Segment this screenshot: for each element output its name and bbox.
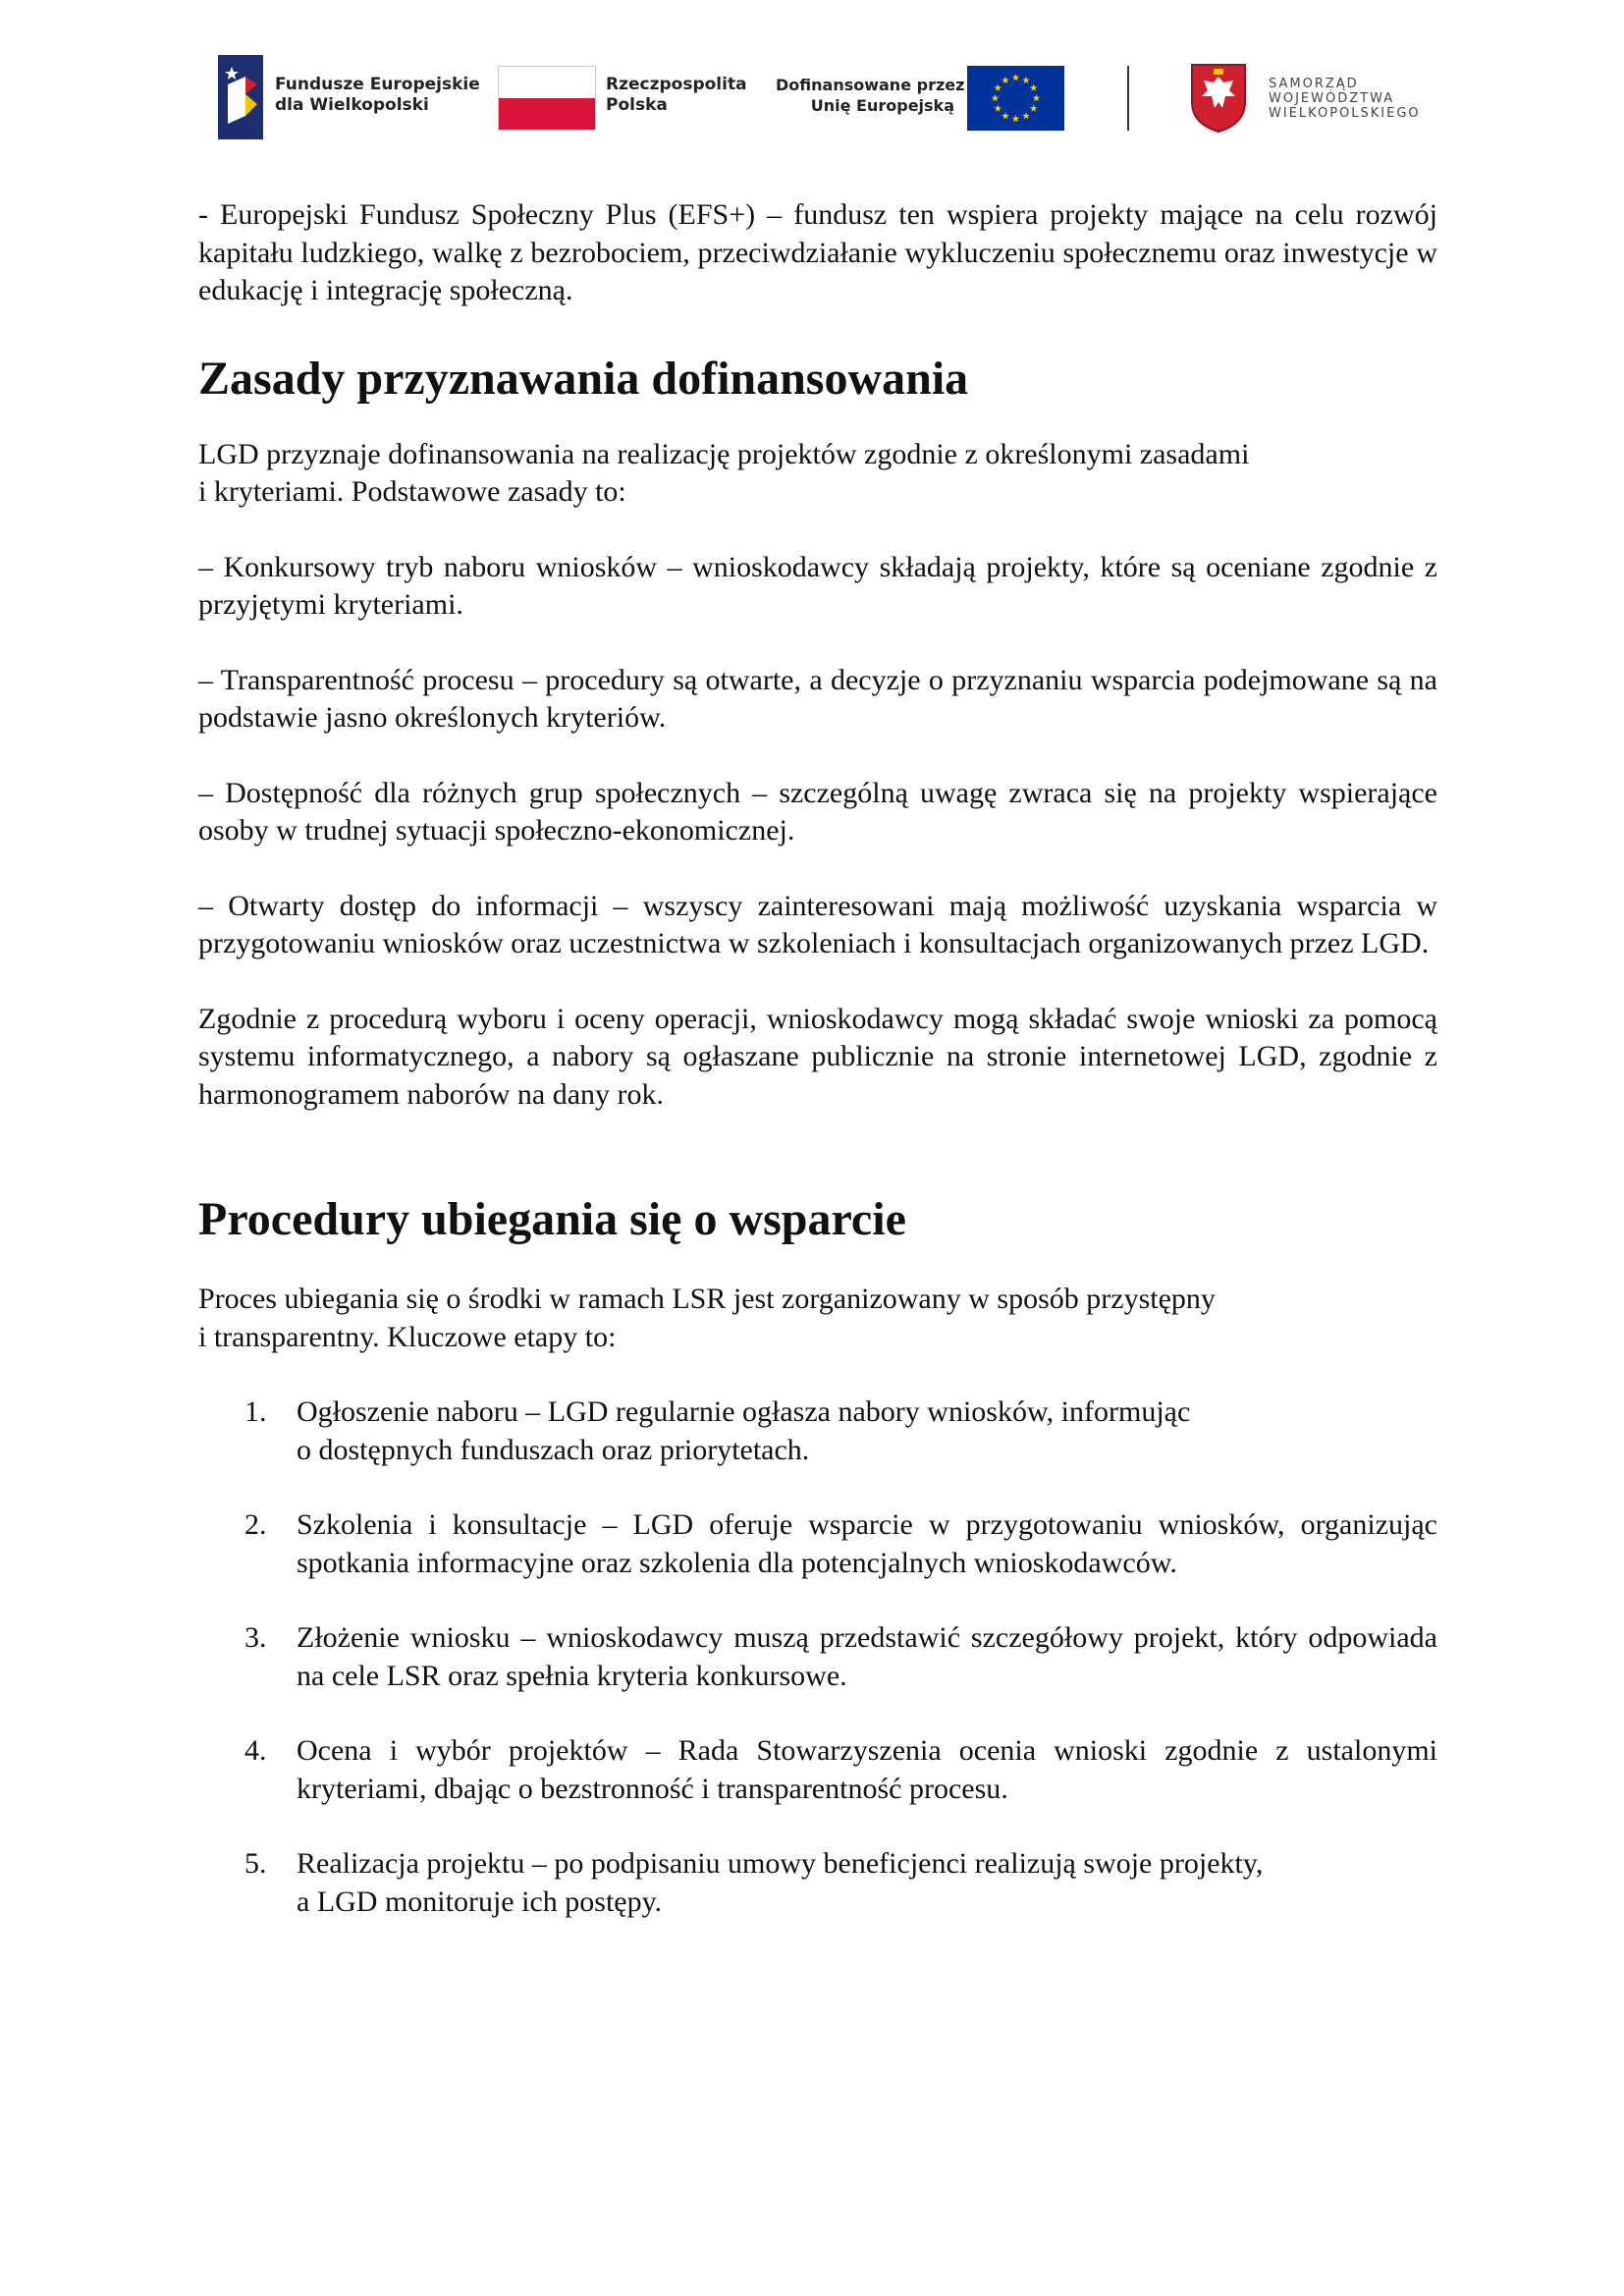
section2-lead-line: i transparentny. Kluczowe etapy to:: [198, 1320, 617, 1353]
list-item: [198, 1732, 1437, 1808]
rzeczpospolita-logo-text: [606, 75, 747, 116]
fe-logo-line: Fundusze Europejskie: [275, 75, 480, 94]
logo-strip: [0, 0, 1624, 147]
section1-lead: [198, 436, 1437, 512]
list-item-line: a LGD monitoruje ich postępy.: [297, 1885, 663, 1918]
fundusze-europejskie-logo-text: [275, 75, 480, 116]
rp-logo-line: Rzeczpospolita: [606, 75, 747, 94]
samorzad-logo-text: [1269, 77, 1421, 121]
list-item-number: 4.: [244, 1734, 267, 1767]
list-item-number: 3.: [244, 1621, 267, 1654]
section-heading-procedury: Procedury ubiegania się o wsparcie: [198, 1193, 906, 1245]
fe-logo-line: dla Wielkopolski: [275, 95, 429, 115]
intro-paragraph: - Europejski Fundusz Społeczny Plus (EFS+) – fundusz ten wspiera projekty mające na celu rozwój kapitału ludzkiego, walkę z bezrobociem, przeciwdziałanie wykluczeniu społecznemu oraz inwestycje w edukację i integrację społeczną.: [198, 198, 1437, 306]
fundusze-europejskie-logo-icon: [218, 55, 263, 139]
samorzad-logo-line: WOJEWÓDZTWA: [1269, 91, 1395, 106]
closing-paragraph: Zgodnie z procedurą wyboru i oceny operacji, wnioskodawcy mogą składać swoje wnioski za pomocą systemu informatycznego, a nabory są ogłaszane publicznie na stronie internetowej LGD, zgodnie z harmonogramem naborów na dany rok.: [198, 1002, 1437, 1111]
eu-logo-line: Dofinansowane przez: [776, 76, 965, 94]
section1-lead-line: LGD przyznaje dofinansowania na realizację projektów zgodnie z określonymi zasadami: [198, 437, 1250, 470]
list-item: [198, 1619, 1437, 1695]
list-item-text: Ocena i wybór projektów – Rada Stowarzyszenia ocenia wnioski zgodnie z ustalonymi kryteriami, dbając o bezstronność i transparentność procesu.: [297, 1734, 1437, 1805]
document-body: [198, 196, 1437, 1921]
list-item-line: Realizacja projektu – po podpisaniu umowy beneficjenci realizują swoje projekty,: [297, 1847, 1264, 1880]
list-item-text: Złożenie wniosku – wnioskodawcy muszą przedstawić szczegółowy projekt, który odpowiada na cele LSR oraz spełnia kryteria konkursowe.: [297, 1621, 1437, 1692]
list-item: [198, 1845, 1437, 1921]
list-item: [198, 1394, 1437, 1469]
section2-lead: [198, 1281, 1437, 1356]
section1-lead-line: i kryteriami. Podstawowe zasady to:: [198, 475, 626, 508]
section2-lead-line: Proces ubiegania się o środki w ramach LSR jest zorganizowany w sposób przystępny: [198, 1283, 1216, 1315]
list-item-number: 2.: [244, 1508, 267, 1541]
rp-logo-line: Polska: [606, 95, 668, 115]
rule-paragraph: – Transparentność procesu – procedury są otwarte, a decyzje o przyznaniu wsparcia podejmowane są na podstawie jasno określonych kryteriów.: [198, 663, 1437, 734]
polish-flag-icon: [498, 66, 596, 131]
list-item: [198, 1506, 1437, 1582]
logo-separator: [1127, 66, 1129, 131]
list-item-line: Ogłoszenie naboru – LGD regularnie ogłasza nabory wniosków, informując: [297, 1395, 1191, 1428]
list-item-number: 5.: [244, 1847, 267, 1880]
samorzad-logo-line: WIELKOPOLSKIEGO: [1269, 106, 1421, 121]
eu-logo-line: Unię Europejską: [810, 96, 954, 115]
eu-cofunding-text: [776, 75, 965, 116]
rule-paragraph: – Otwarty dostęp do informacji – wszyscy zainteresowani mają możliwość uzyskania wsparcia w przygotowaniu wniosków oraz uczestnictwa w szkoleniach i konsultacjach organizowanych przez LGD.: [198, 889, 1437, 959]
rule-paragraph: – Dostępność dla różnych grup społecznych – szczególną uwagę zwraca się na projekty wspierające osoby w trudnej sytuacji społeczno-ekonomicznej.: [198, 776, 1437, 847]
list-item-text: Szkolenia i konsultacje – LGD oferuje wsparcie w przygotowaniu wniosków, organizując spotkania informacyjne oraz szkolenia dla potencjalnych wnioskodawców.: [297, 1508, 1437, 1579]
list-item-number: 1.: [244, 1395, 267, 1428]
list-item-line: o dostępnych funduszach oraz priorytetach.: [297, 1433, 810, 1466]
rule-paragraph: – Konkursowy tryb naboru wniosków – wnioskodawcy składają projekty, które są oceniane zgodnie z przyjętymi kryteriami.: [198, 550, 1437, 621]
section-heading-zasady: Zasady przyznawania dofinansowania: [198, 352, 969, 405]
eu-flag-icon: [967, 66, 1064, 131]
samorzad-logo-line: SAMORZĄD: [1269, 77, 1359, 91]
steps-list: [198, 1394, 1437, 1921]
wielkopolska-crest-icon: [1190, 63, 1247, 134]
